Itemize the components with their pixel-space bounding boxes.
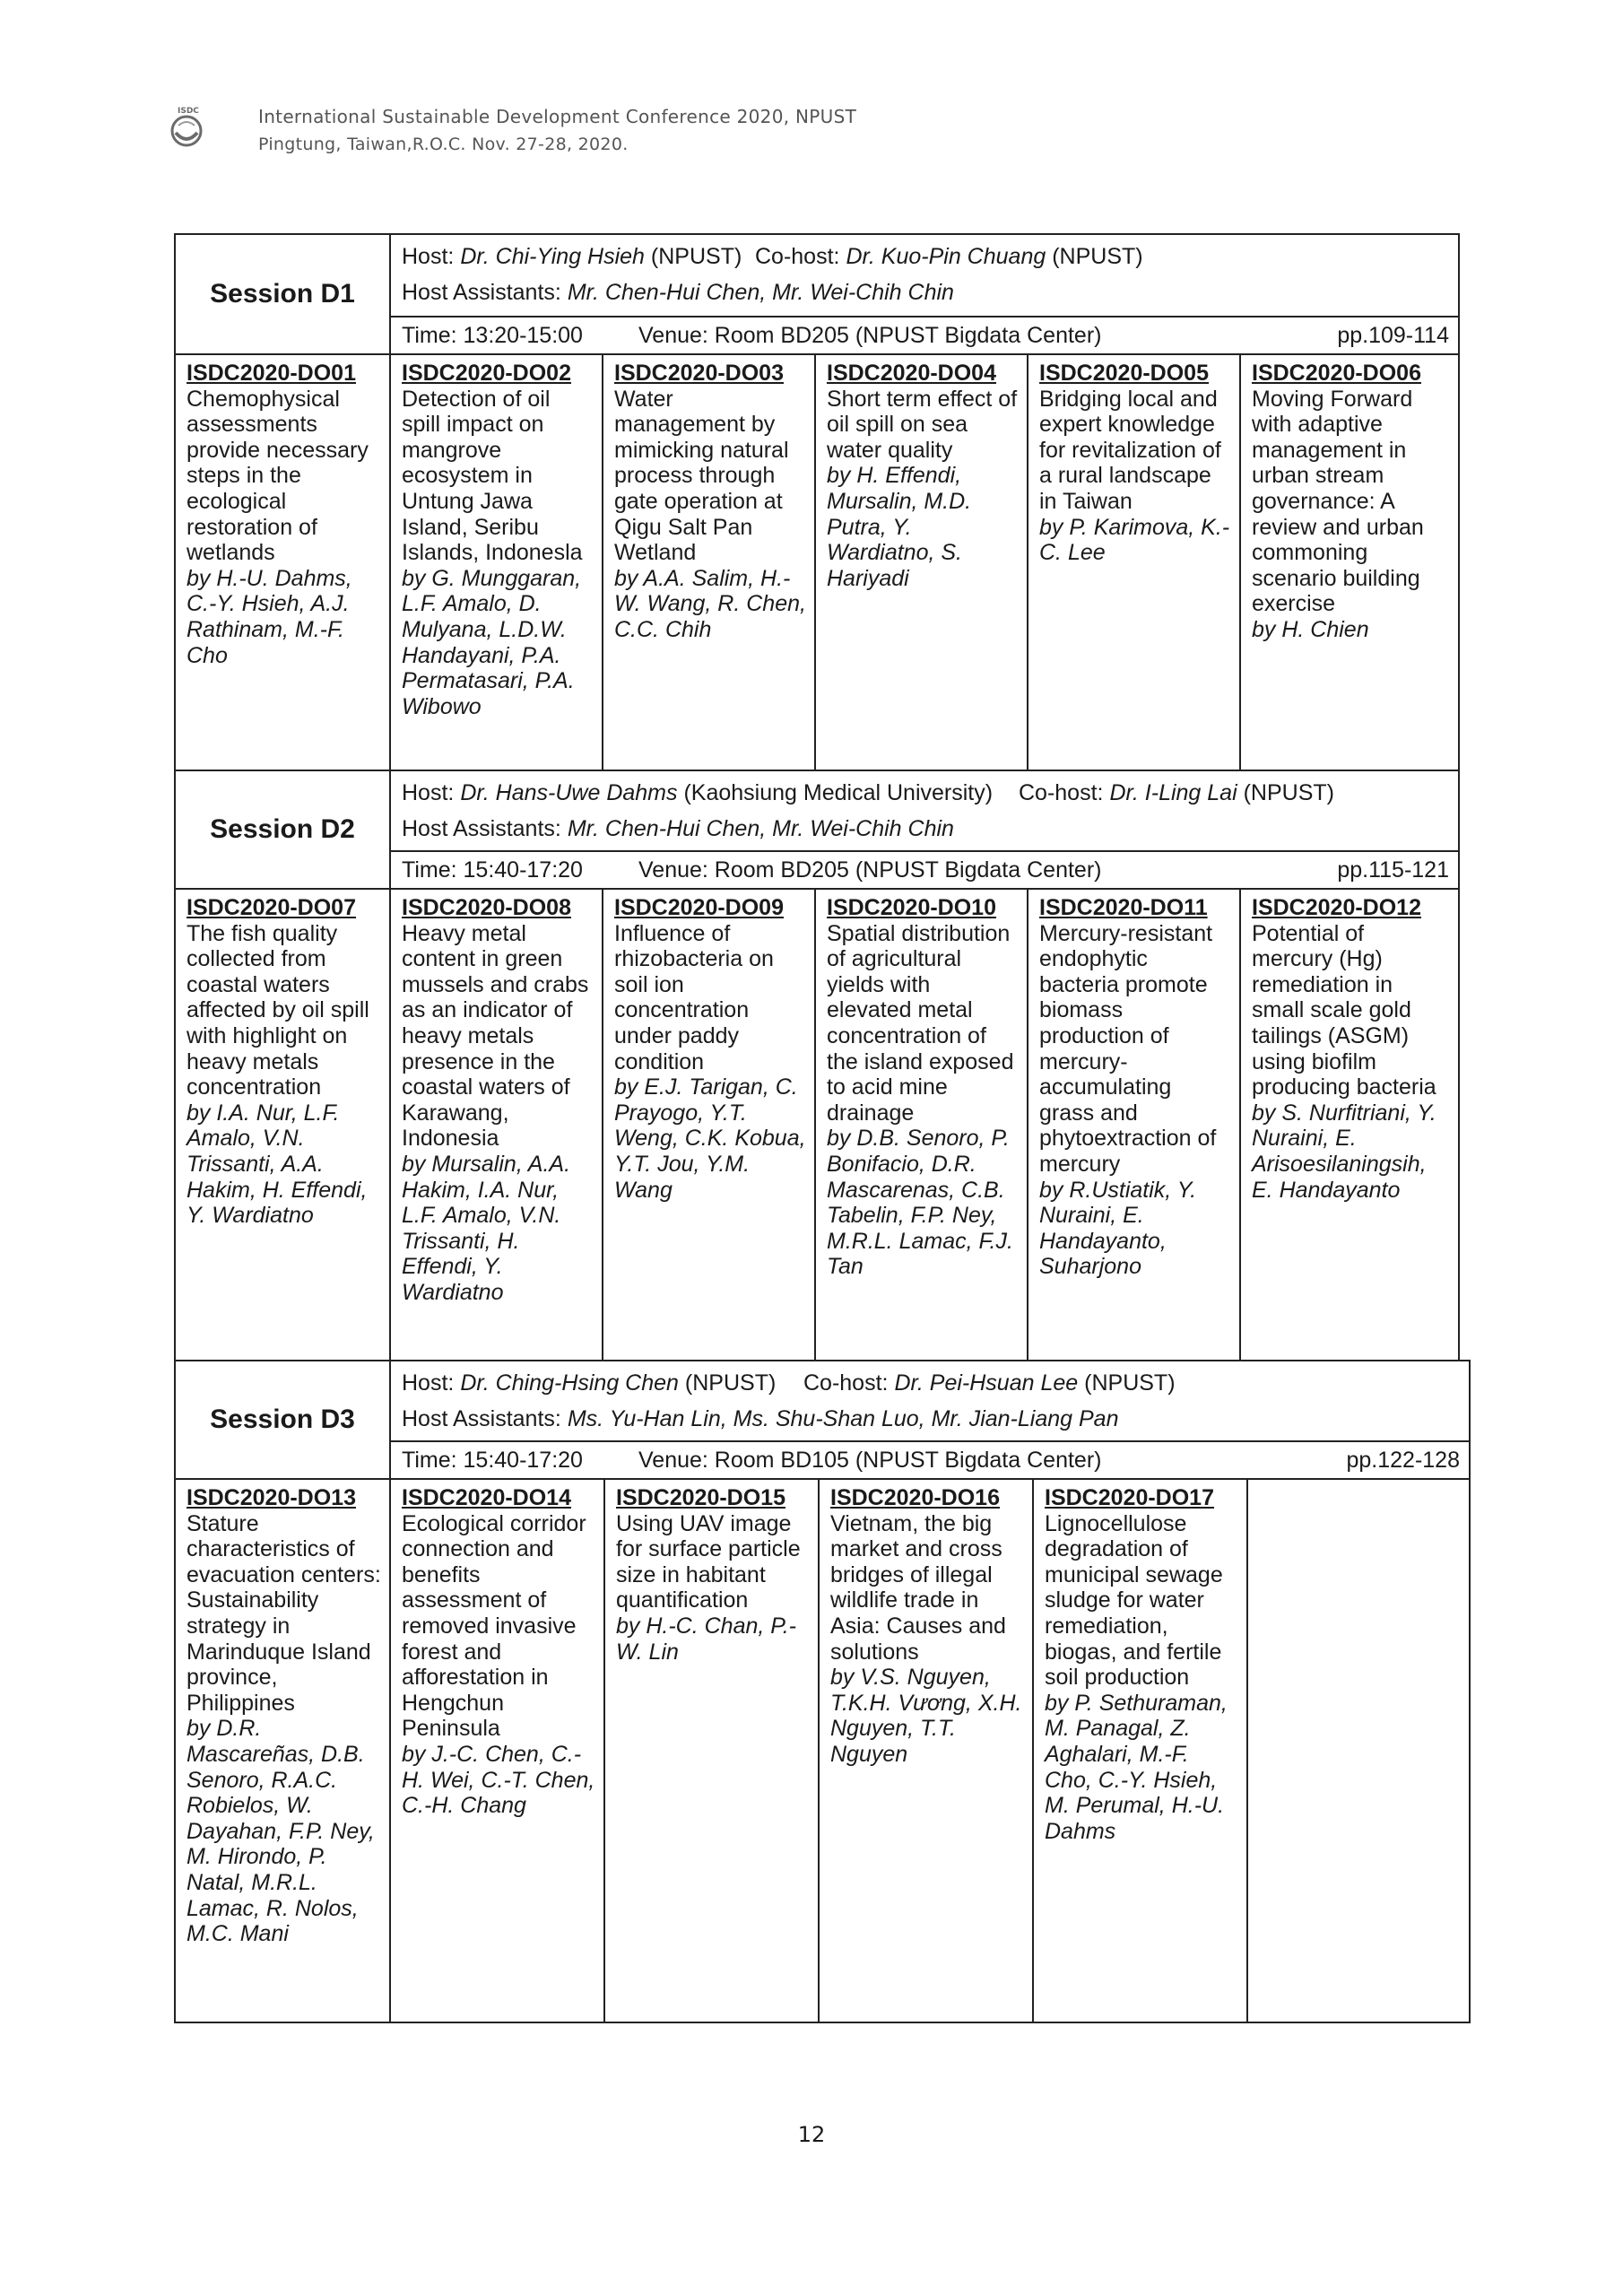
paper-cell: ISDC2020-DO17 Lignocellulose degradation of municipal sewage sludge for water remediation, biogas, and fertile soil production by P. Sethuraman, M. Panagal, Z. Aghalari, M.-F. Cho, C.-Y. Hsieh, M. Perumal, H.-U. Dahms bbox=[1034, 1480, 1248, 2022]
paper-cell: ISDC2020-DO13 Stature characteristics of evacuation centers: Sustainability strategy in Marinduque Island province, Philippines by D.R. Mascareñas, D.B. Senoro, R.A.C. Robielos, W. Dayahan, F.P. Ney, M. Hirondo, P. Natal, M.R.L. Lamac, R. Nolos, M.C. Mani bbox=[176, 1480, 391, 2022]
time-venue-row: Time: 15:40-17:20 Venue: Room BD105 (NPUST Bigdata Center) pp.122-128 bbox=[391, 1440, 1469, 1478]
assistants-row: Host Assistants: Mr. Chen-Hui Chen, Mr. Wei-Chih Chin bbox=[402, 280, 954, 305]
paper-cell: ISDC2020-DO08 Heavy metal content in green mussels and crabs as an indicator of heavy metals presence in the coastal waters of Karawang, Indonesia by Mursalin, A.A. Hakim, I.A. Nur, L.F. Amalo, V.N. Trissanti, H. Effendi, Y. Wardiatno bbox=[391, 890, 603, 1360]
paper-cell-empty bbox=[1248, 1480, 1469, 2022]
paper-cell: ISDC2020-DO04 Short term effect of oil spill on sea water quality by H. Effendi, Mursalin, M.D. Putra, Y. Wardiatno, S. Hariyadi bbox=[816, 355, 1028, 770]
paper-cell: ISDC2020-DO11 Mercury-resistant endophytic bacteria promote biomass production of mercury-accumulating grass and phytoextraction of mercury by R.Ustiatik, Y. Nuraini, E. Handayanto, Suharjono bbox=[1028, 890, 1241, 1360]
time-venue-row: Time: 15:40-17:20 Venue: Room BD205 (NPUST Bigdata Center) pp.115-121 bbox=[391, 850, 1458, 888]
paper-cell: ISDC2020-DO16 Vietnam, the big market and cross bridges of illegal wildlife trade in Asia: Causes and solutions by V.S. Nguyen, T.K.H. Vương, X.H. Nguyen, T.T. Nguyen bbox=[820, 1480, 1034, 2022]
paper-cell: ISDC2020-DO02 Detection of oil spill impact on mangrove ecosystem in Untung Jawa Island, Seribu Islands, Indonesla by G. Munggaran, L.F. Amalo, D. Mulyana, L.D.W. Handayani, P.A. Permatasari, P.A. Wibowo bbox=[391, 355, 603, 770]
paper-cell: ISDC2020-DO05 Bridging local and expert knowledge for revitalization of a rural landscape in Taiwan by P. Karimova, K.-C. Lee bbox=[1028, 355, 1241, 770]
paper-cells bbox=[176, 1478, 1469, 2022]
svg-text:ISDC: ISDC bbox=[178, 107, 199, 116]
paper-cell: ISDC2020-DO06 Moving Forward with adaptive management in urban stream governance: A review and urban commoning scenario building exercise by H. Chien bbox=[1252, 361, 1424, 642]
session-label: Session D1 bbox=[176, 235, 391, 353]
session-header: Host: Dr. Hans-Uwe Dahms (Kaohsiung Medical University) Co-host: Dr. I-Ling Lai (NPUST) Host Assistants: Mr. Chen-Hui Chen, Mr. Wei-Chih Chin bbox=[391, 771, 1458, 888]
paper-cell: ISDC2020-DO10 Spatial distribution of agricultural yields with elevated metal concentration of the island exposed to acid mine drainage by D.B. Senoro, P. Bonifacio, D.R. Mascarenas, C.B. Tabelin, F.P. Ney, M.R.L. Lamac, F.J. Tan bbox=[816, 890, 1028, 1360]
session-d1 bbox=[174, 233, 1460, 771]
page-number: 12 bbox=[797, 2122, 826, 2147]
paper-cells bbox=[176, 888, 1458, 1360]
paper-cell: ISDC2020-DO09 Influence of rhizobacteria on soil ion concentration under paddy condition by E.J. Tarigan, C. Prayogo, Y.T. Weng, C.K. Kobua, Y.T. Jou, Y.M. Wang bbox=[603, 890, 816, 1360]
isdc-globe-logo-icon bbox=[167, 100, 247, 160]
time-venue-row: Time: 13:20-15:00 Venue: Room BD205 (NPUST Bigdata Center) pp.109-114 bbox=[391, 316, 1458, 353]
session-label: Session D3 bbox=[176, 1361, 391, 1478]
session-header: Host: Dr. Ching-Hsing Chen (NPUST) Co-host: Dr. Pei-Hsuan Lee (NPUST) Host Assistants: Ms. Yu-Han Lin, Ms. Shu-Shan Luo, Mr. Jian-Liang Pan bbox=[391, 1361, 1469, 1478]
paper-cell: ISDC2020-DO01 Chemophysical assessments provide necessary steps in the ecological restoration of wetlands by H.-U. Dahms, C.-Y. Hsieh, A.J. Rathinam, M.-F. Cho bbox=[176, 355, 391, 770]
assistants-row: Host Assistants: Ms. Yu-Han Lin, Ms. Shu-Shan Luo, Mr. Jian-Liang Pan bbox=[402, 1406, 1119, 1431]
conference-location-date: Pingtung, Taiwan,R.O.C. Nov. 27-28, 2020. bbox=[258, 135, 629, 154]
conference-title: International Sustainable Development Conference 2020, NPUST bbox=[258, 106, 857, 127]
paper-cell: ISDC2020-DO03 Water management by mimicking natural process through gate operation at Qigu Salt Pan Wetland by A.A. Salim, H.-W. Wang, R. Chen, C.C. Chih bbox=[603, 355, 816, 770]
session-label: Session D2 bbox=[176, 771, 391, 888]
assistants-row: Host Assistants: Mr. Chen-Hui Chen, Mr. Wei-Chih Chin bbox=[402, 816, 954, 841]
session-header: Host: Dr. Chi-Ying Hsieh (NPUST) Co-host: Dr. Kuo-Pin Chuang (NPUST) Host Assistants: Mr. Chen-Hui Chen, Mr. Wei-Chih Chin bbox=[391, 235, 1458, 353]
session-d3 bbox=[174, 1360, 1471, 2023]
paper-cell: ISDC2020-DO15 Using UAV image for surface particle size in habitant quantification by H.-C. Chan, P.-W. Lin bbox=[605, 1480, 820, 2022]
paper-cell: ISDC2020-DO12 Potential of mercury (Hg) remediation in small scale gold tailings (ASGM) using biofilm producing bacteria by S. Nurfitriani, Y. Nuraini, E. Arisoesilaningsih, E. Handayanto bbox=[1252, 895, 1436, 1203]
session-d2 bbox=[174, 770, 1460, 1361]
paper-cells bbox=[176, 353, 1458, 770]
paper-cell: ISDC2020-DO07 The fish quality collected from coastal waters affected by oil spill with highlight on heavy metals concentration by I.A. Nur, L.F. Amalo, V.N. Trissanti, A.A. Hakim, H. Effendi, Y. Wardiatno bbox=[176, 890, 391, 1360]
paper-cell: ISDC2020-DO14 Ecological corridor connection and benefits assessment of removed invasive forest and afforestation in Hengchun Peninsula by J.-C. Chen, C.-H. Wei, C.-T. Chen, C.-H. Chang bbox=[391, 1480, 605, 2022]
